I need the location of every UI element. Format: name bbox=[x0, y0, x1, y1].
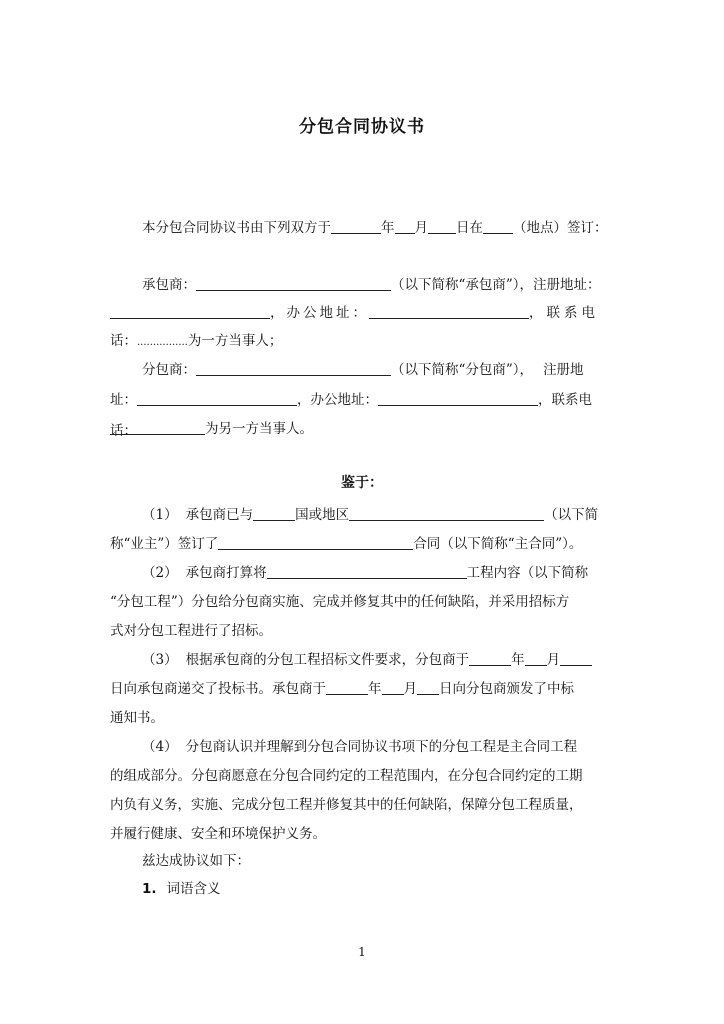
document-title: 分包合同协议书 bbox=[299, 117, 425, 137]
clause-2-line-1: （2） 承包商打算将 工程内容（以下简称 bbox=[142, 565, 589, 581]
subcontractor-phone-blank[interactable] bbox=[110, 420, 205, 435]
contractor-line-1: 承包商： （以下简称“承包商”），注册地址： bbox=[142, 277, 601, 293]
clause-4-line-1: （4） 分包商认识并理解到分包合同协议书项下的分包工程是主合同工程 bbox=[142, 739, 578, 755]
clause-1-line-2: 称“业主”）签订了 合同（以下简称“主合同”）。 bbox=[110, 536, 583, 552]
contractor-office-blank[interactable] bbox=[369, 304, 529, 319]
date-blank[interactable] bbox=[428, 219, 456, 234]
date-blank[interactable] bbox=[417, 680, 439, 695]
agreement-line: 兹达成协议如下： bbox=[142, 853, 250, 869]
date-blank[interactable] bbox=[469, 651, 511, 666]
subcontractor-line-1: 分包商： （以下简称“分包商”）， 注册地 bbox=[142, 362, 584, 378]
clause-4-line-2: 的组成部分。分包商愿意在分包合同约定的工程范围内，在分包合同约定的工期 bbox=[110, 768, 583, 784]
work-content-blank[interactable] bbox=[267, 564, 467, 579]
clause-1-line-1: （1） 承包商已与 国或地区 （以下简 bbox=[142, 507, 599, 523]
whereas-heading: 鉴于： bbox=[341, 475, 383, 491]
date-blank[interactable] bbox=[331, 219, 381, 234]
country-blank[interactable] bbox=[253, 506, 295, 521]
subcontractor-address-blank[interactable] bbox=[137, 391, 297, 406]
clause-2-line-3: 式对分包工程进行了招标。 bbox=[110, 623, 272, 639]
subcontractor-office-blank[interactable] bbox=[378, 391, 538, 406]
clause-3-line-1: （3） 根据承包商的分包工程招标文件要求，分包商于 年 月 bbox=[110, 645, 616, 676]
clause-2-line-2: “分包工程”）分包给分包商实施、完成并修复其中的任何缺陷，并采用招标方 bbox=[110, 594, 570, 610]
clause-4-line-4: 并履行健康、安全和环境保护义务。 bbox=[110, 826, 326, 842]
section-1-heading: 1. 词语含义 bbox=[142, 881, 221, 897]
date-blank[interactable] bbox=[525, 651, 547, 666]
contractor-line-3: 话：................为一方当事人； bbox=[110, 333, 283, 349]
region-blank[interactable] bbox=[349, 506, 544, 521]
clause-3-line-3: 通知书。 bbox=[110, 710, 164, 726]
subcontractor-line-2: 址： ，办公地址： ，联系电话： bbox=[110, 392, 592, 439]
main-contract-blank[interactable] bbox=[218, 535, 413, 550]
date-blank[interactable] bbox=[395, 219, 415, 234]
subcontractor-name-blank[interactable] bbox=[196, 361, 391, 376]
date-blank[interactable] bbox=[560, 651, 592, 666]
subcontractor-line-3: 为另一方当事人。 bbox=[110, 414, 616, 445]
place-blank[interactable] bbox=[483, 219, 513, 234]
page-number: 1 bbox=[358, 945, 366, 959]
clause-4-line-3: 内负有义务，实施、完成分包工程并修复其中的任何缺陷，保障分包工程质量， bbox=[110, 797, 583, 813]
contractor-address-blank[interactable] bbox=[110, 304, 270, 319]
date-blank[interactable] bbox=[326, 680, 368, 695]
date-blank[interactable] bbox=[382, 680, 404, 695]
intro-paragraph: 本分包合同协议书由下列双方于 年 月 日在 （地点）签订： bbox=[142, 220, 608, 236]
contractor-name-blank[interactable] bbox=[196, 276, 391, 291]
contractor-line-2: ，办公地址： ，联系电 bbox=[110, 298, 616, 329]
clause-3-line-2: 日向承包商递交了投标书。承包商于 年 月 日向分包商颁发了中标 bbox=[110, 681, 574, 697]
